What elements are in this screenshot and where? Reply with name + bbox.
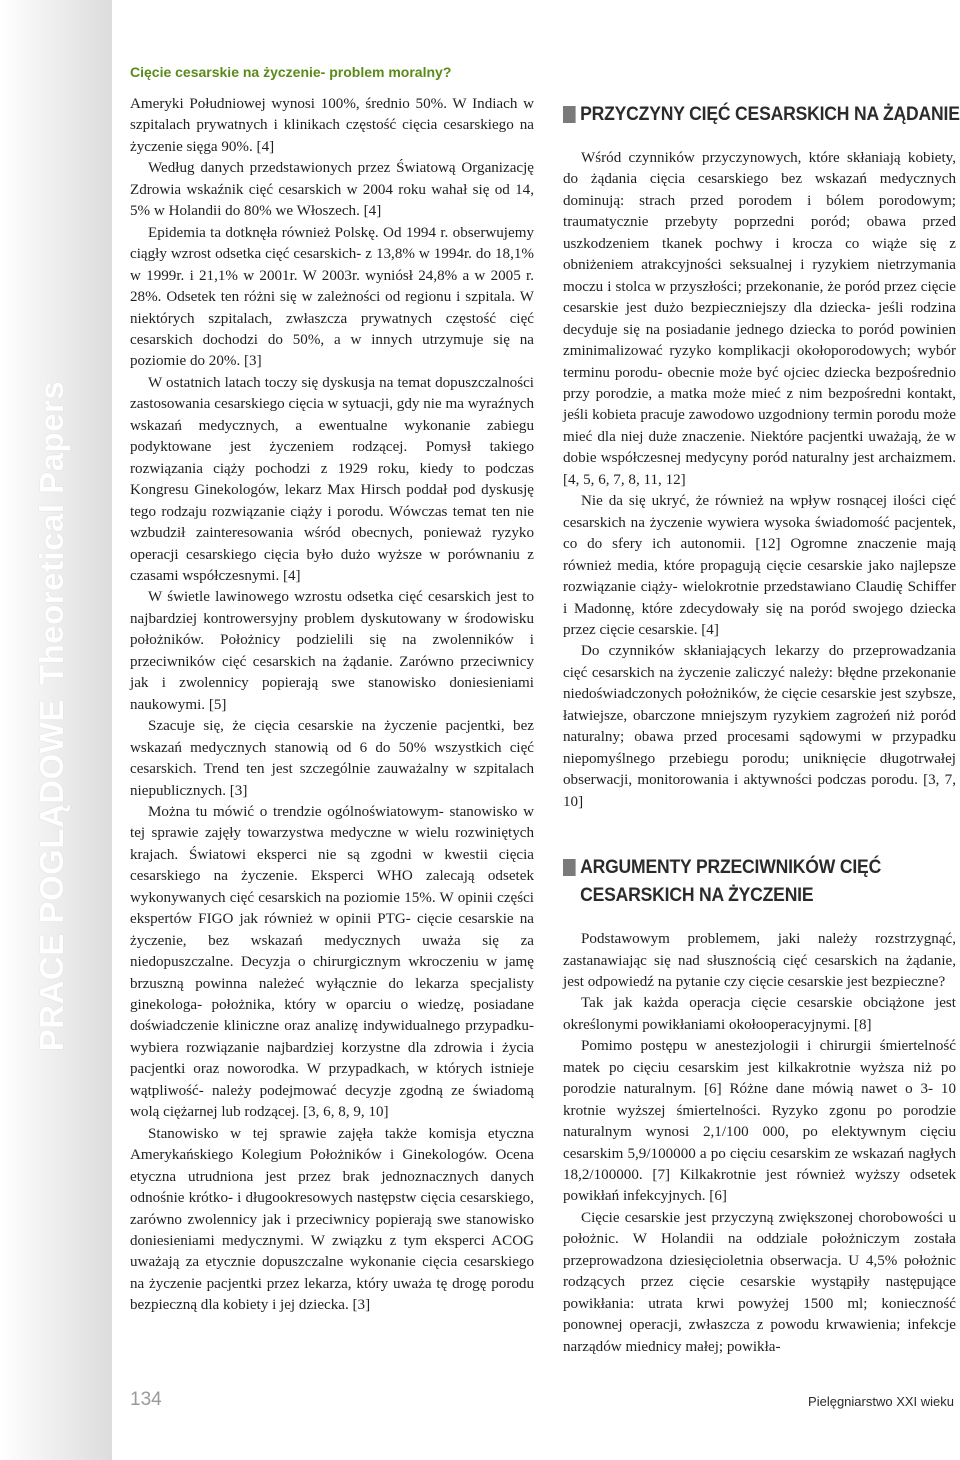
paragraph: Szacuje się, że cięcia cesarskie na życzenie pacjentki, bez wskazań medycznych stanowią od 6 do 50% wszystkich cięć cesarskich. Trend ten jest szczególnie zauważalny w szpitalach niepublicznych. [3] <box>130 718 534 799</box>
paragraph: Stanowisko w tej sprawie zajęła także komisja etyczna Amerykańskiego Kolegium Położników i Ginekologów. Ocena etyczna utrudniona jest przez brak jednoznacznych danych odnośnie krótko- i długookresowych następstw cięcia cesarskiego, zarówno zwolennicy jak i przeciwnicy popierają swe stanowisko doniesieniami medycznymi. W związku z tym eksperci ACOG uważają za etycznie dopuszczalne wykonanie cięcia cesarskiego na życzenie pacjentki przez lekarza, który uważa tę drogę porodu bezpieczną dla kobiety i jej dziecka. [3] <box>130 1125 534 1314</box>
paragraph: Cięcie cesarskie jest przyczyną zwiększonej chorobowości u położnic. W Holandii na oddziale położniczym została przeprowadzona dziesięcioletnia obserwacja. U 4,5% położnic rodzących przez cięcie cesarskie wystąpiły następujące powikłania: utrata krwi powyżej 1500 ml; konieczność ponownej operacji, zwłaszcza z powodu krwawienia; infekcje narządów miednicy małej; powikła- <box>563 1209 956 1355</box>
section-heading <box>563 100 960 128</box>
paragraph: Ameryki Południowej wynosi 100%, średnio 50%. W Indiach w szpitalach prywatnych i klinikach częstość cięcia cesarskiego na życzenie sięga 90%. [4] <box>130 96 534 155</box>
paragraph: Tak jak każda operacja cięcie cesarskie obciążone jest określonymi powikłaniami okołooperacyjnymi. [8] <box>563 995 956 1033</box>
section-subtitle: Theoretical Papers <box>33 380 70 686</box>
section-label <box>33 381 71 1051</box>
paragraph: Do czynników skłaniających lekarzy do przeprowadzania cięć cesarskich na życzenie zaliczyć należy: błędne przekonanie niedoświadczonych położników, że cięcie cesarskie jest szybsze, łatwiejsze, obarczone mniejszym ryzykiem zagrożeń niż poród naturalny; obawa przed procesami sądowymi w przypadku niepomyślnego przebiegu porodu; uniknięcie długotrwałej obserwacji, monitorowania i aktywności podczas porodu. [3, 7, 10] <box>563 643 956 810</box>
paragraph: Według danych przedstawionych przez Światową Organizację Zdrowia wskaźnik cięć cesarskich w 2004 roku wahał się od 14, 5% w Holandii do 80% we Włoszech. [4] <box>130 160 534 220</box>
heading-marker <box>563 106 576 123</box>
paragraph: Wśród czynników przyczynowych, które skłaniają kobiety, do żądania cięcia cesarskiego bez wskazań medycznych dominują: strach przed porodem i bólem porodowym; traumatycznie przebyty poprzedni poród; obawa przed uszkodzeniem tkanek pochwy i krocza co wiąże się z obniżeniem atrakcyjności seksualnej i ryzykiem nietrzymania moczu i stolca w przyszłości; przekonanie, że poród przez cięcie cesarskie jest dużo bezpieczniejszy dla dziecka- jeśli rodzina decyduje się na posiadanie jednego dziecka to poród powinien zminimalizować ryzyko komplikacji okołoporodowych; wybór terminu porodu- obecnie może być ojciec dziecka bezpośrednio przy porodzie, a matka może mieć z nim bezpośredni kontakt, jeśli kobieta pracuje zawodowo uzgodniony termin porodu może mieć dla niej duże znaczenie. Niektóre pacjentki uważają, że w dobie współczesnej medycyny poród naturalny jest archaizmem. [4, 5, 6, 7, 8, 11, 12] <box>563 150 956 488</box>
paragraph: Epidemia ta dotknęła również Polskę. Od 1994 r. obserwujemy ciągły wzrost odsetka cięć cesarskich- z 13,8% w 1994r. do 18,1% w 1999r. i 21,1% w 2001r. W 2003r. wyniósł 24,8% a w 2005 r. 28%. Odsetek ten różni się w zależności od regionu i szpitala. W niektórych szpitalach, zwłaszcza prywatnych częstość cięć cesarskich dochodzi do 50%, a w innych utrzymuje się na poziomie do 20%. [3] <box>130 224 534 370</box>
section-heading-text: PRZYCZYNY CIĘĆ CESARSKICH NA ŻĄDANIE <box>580 103 960 125</box>
paragraph: Podstawowym problemem, jaki należy rozstrzygnąć, zastanawiając się nad słusznością cięć cesarskich na żądanie, jest odpowiedź na pytanie czy cięcie cesarskie jest bezpieczne? <box>563 931 956 990</box>
journal-name: Pielęgniarstwo XXI wieku <box>808 1394 954 1409</box>
left-column <box>130 94 534 1317</box>
paragraph: Nie da się ukryć, że również na wpływ rosnącej ilości cięć cesarskich na życzenie wywiera wysoka świadomość pacjentek, co do sfery ich autonomii. [12] Ogromne znaczenie mają również media, które propagują cięcie cesarskie jako najlepsze rozwiązanie ciąży- wielokrotnie przedstawiano Claudię Schiffer i Madonnę, które zdecydowały się na poród swojego dziecka przez cięcie cesarskie. [4] <box>563 493 956 638</box>
paragraph: W ostatnich latach toczy się dyskusja na temat dopuszczalności zastosowania cesarskiego cięcia w sytuacji, gdy nie ma wyraźnych wskazań medycznych, a ewentualne wykonanie zabiegu podyktowane jest życzeniem rodzącej. Pomysł takiego rozwiązania ciąży pochodzi z 1929 roku, kiedy to podczas Kongresu Ginekologów, lekarz Max Hirsch poddał pod dyskusję tego rodzaju rozwiązanie ciąży i porodu. Wówczas temat ten nie wzbudził zainteresowania wśród obecnych, ponieważ ryzyko operacji cesarskiego cięcia było dużo wyższe w porównaniu z czasami współczesnymi. [4] <box>130 374 534 584</box>
paragraph: Pomimo postępu w anestezjologii i chirurgii śmiertelność matek po cięciu cesarskim jest kilkakrotnie wyższa niż po porodzie naturalnym. [6] Różne dane mówią nawet o 3- 10 krotnie wyższej śmiertelności. Ryzyko zgonu po porodzie naturalnym wynosi 2,1/100 000, po elektywnym cięciu cesarskim 5,9/100000 a po cięciu cesarskim ze wskazań nagłych 18,2/100000. [7] Kilkakrotnie jest również wyższy odsetek powikłań infekcyjnych. [6] <box>563 1038 956 1205</box>
paragraph: W świetle lawinowego wzrostu odsetka cięć cesarskich jest to najbardziej kontrowersyjny problem dyskutowany w środowisku położników. Położnicy podzielili się na zwolenników i przeciwników cięć cesarskich na żądanie. Zarówno przeciwnicy jak i zwolennicy popierają swe stanowisko doniesieniami naukowymi. [5] <box>130 589 534 713</box>
running-head: Cięcie cesarskie na życzenie- problem moralny? <box>130 64 452 80</box>
section-heading-text: ARGUMENTY PRZECIWNIKÓW CIĘĆ CESARSKICH NA ŻYCZENIE <box>580 856 882 907</box>
section-heading <box>563 853 960 909</box>
page-number: 134 <box>130 1389 162 1410</box>
heading-marker <box>563 859 576 876</box>
paragraph: Można tu mówić o trendzie ogólnoświatowym- stanowisko w tej sprawie zajęły towarzystwa medyczne w wielu rozwiniętych krajach. Światowi eksperci nie są zgodni w kwestii cięcia cesarskiego na życzenie. Eksperci WHO zalecają odsetek wykonywanych cięć cesarskich na poziomie 15%. W opinii części ekspertów FIGO jak również w opinii PTG- cięcie cesarskie na życzenie, bez wskazań medycznych uważa się za niedopuszczalne. Decyzja o chirurgicznym wkroczeniu w jamę brzuszną powinna należeć wyłącznie do lekarza specjalisty ginekologa- położnika, który w oparciu o wiedzę, posiadane doświadczenie kliniczne oraz analizę indywidualnego przypadku- wybiera rozwiązanie najbardziej korzystne dla zdrowia i życia pacjentki oraz noworodka. W przypadkach, w których istnieje wątpliwość- należy podejmować decyzje zgodną ze świadomą wolą ciężarnej lub rodzącej. [3, 6, 8, 9, 10] <box>130 803 534 1121</box>
section-title: PRACE POGLĄDOWE <box>33 699 70 1052</box>
right-column <box>563 100 960 1358</box>
